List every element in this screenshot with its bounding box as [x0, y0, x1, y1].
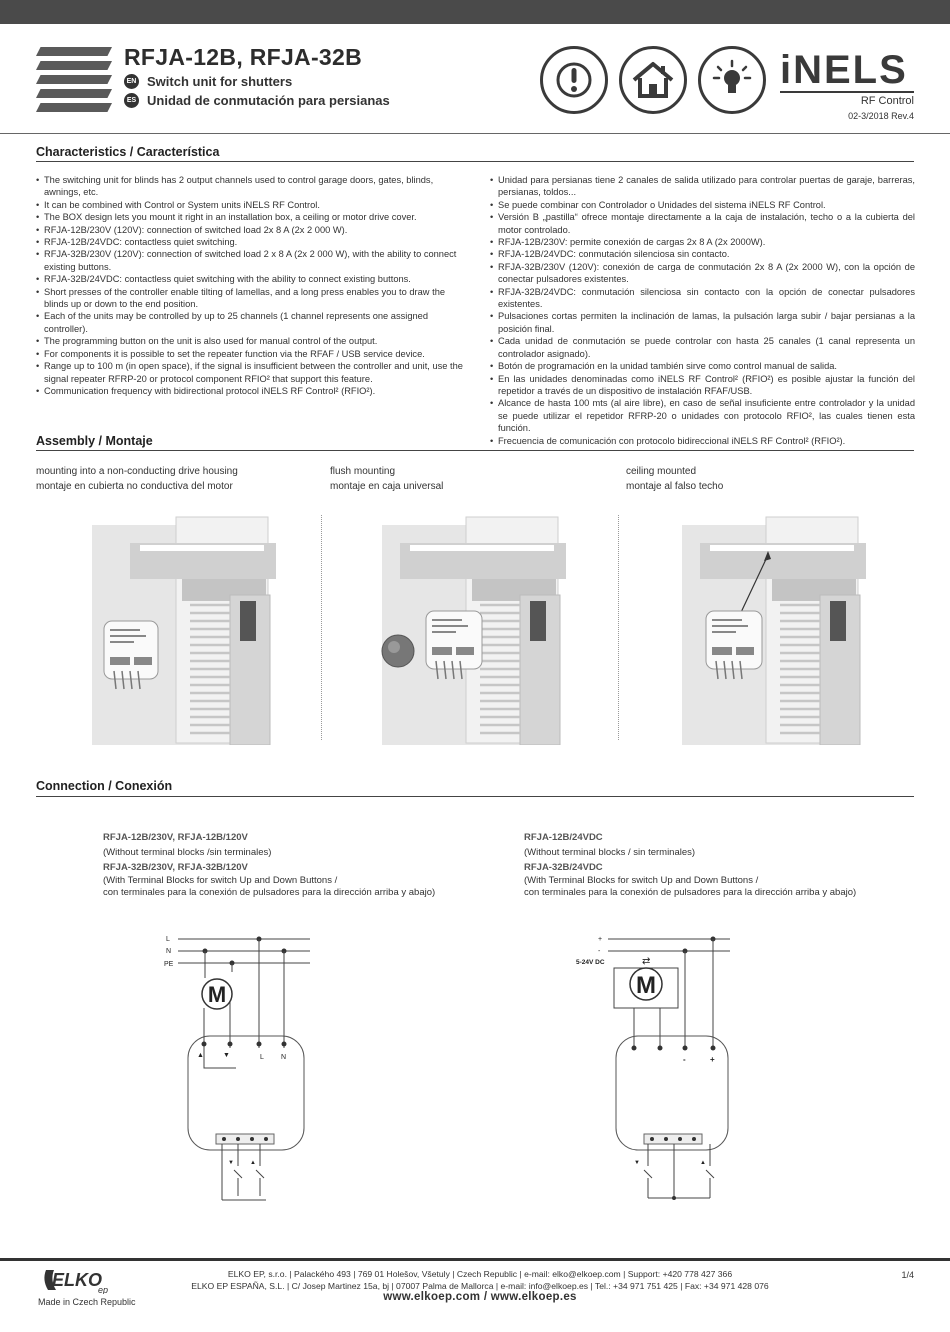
characteristic-item: • The switching unit for blinds has 2 output channels used to control garage doors, gates, blinds, awnings, etc. — [36, 174, 464, 199]
wiring-diagram-24vdc — [570, 928, 740, 1208]
footer-website-link[interactable]: www.elkoep.com / www.elkoep.es — [383, 1291, 577, 1303]
dotted-divider — [321, 515, 322, 740]
characteristic-item: • Pulsaciones cortas permiten la inclinación de lamas, la pulsación larga subir / bajar persianas a la posición final. — [490, 310, 915, 335]
illustration-flush-mounting — [380, 515, 570, 745]
motor-symbol: M — [207, 982, 227, 1007]
wire-label: - — [598, 948, 601, 955]
section-rule — [36, 796, 914, 797]
mount-label-es: montaje al falso techo — [626, 481, 724, 492]
mount-label-es: montaje en cubierta no conductiva del motor — [36, 481, 233, 492]
header-divider — [0, 133, 950, 134]
model-note: (With Terminal Blocks for switch Up and Down Buttons / — [103, 874, 338, 886]
mount-label-en: ceiling mounted — [626, 466, 697, 477]
characteristic-item: • Botón de programación en la unidad también sirve como control manual de salida. — [490, 360, 915, 372]
terminal-label: + — [710, 1055, 715, 1064]
characteristic-item: • Unidad para persianas tiene 2 canales de salida utilizado para controlar puertas de garaje, barreras, persianas, toldos... — [490, 174, 915, 199]
model-label: RFJA-32B/24VDC — [524, 862, 603, 874]
characteristic-item: • Each of the units may be controlled by up to 25 channels (1 channel represents one assigned controller). — [36, 310, 464, 335]
wire-label: L — [166, 936, 170, 943]
subtitle-en-row — [124, 74, 292, 89]
characteristic-item: • Alcance de hasta 100 mts (al aire libre), en caso de señal insuficiente entre controlador y la unidad se puede utilizar el repetidor RFRP-20 o unidades con protocolo RFIO², las cuales tienen esta función. — [490, 397, 915, 434]
characteristic-item: • It can be combined with Control or System units iNELS RF Control. — [36, 199, 464, 211]
connection-right-description — [524, 832, 919, 899]
connection-heading: Connection / Conexión — [36, 779, 173, 793]
direction-arrows-icon: ⇄ — [642, 956, 651, 967]
characteristics-heading: Characteristics / Característica — [36, 145, 220, 159]
terminal-label: N — [281, 1054, 287, 1061]
model-note: (With Terminal Blocks for switch Up and Down Buttons / — [524, 874, 759, 886]
terminal-label: ▲ — [197, 1052, 204, 1059]
characteristic-item: • Versión B „pastilla“ ofrece montaje directamente a la caja de instalación, techo o a la cubierta del motor controlado. — [490, 211, 915, 236]
characteristic-item: • Frecuencia de comunicación con protocolo bidireccional iNELS RF Control² (RFIO²). — [490, 435, 915, 447]
svg-text:ep: ep — [98, 1285, 109, 1294]
model-note: (Without terminal blocks /sin terminales) — [103, 847, 272, 859]
supply-label: 5-24V DC — [576, 959, 605, 966]
illustration-drive-housing — [90, 515, 280, 745]
brand-subtitle: RF Control — [780, 91, 914, 107]
wire-label: + — [598, 936, 603, 943]
lang-badge-en: EN — [124, 74, 139, 89]
house-icon — [619, 46, 687, 114]
footer-address-es: ELKO EP ESPAÑA, S.L. | C/ Josep Martinez 15a, bj | 07007 Palma de Mallorca | e-mail: info@elkoep.es | Tel.: +34 971 751 425 | Fax: +34 971 428 076 — [191, 1281, 769, 1291]
characteristic-item: • RFJA-32B/24VDC: conmutación silenciosa sin contacto con la opción de conectar pulsadores existentes. — [490, 286, 915, 311]
characteristic-item: • Short presses of the controller enable tilting of lamellas, and a long press enables you to draw the blinds up or down to the end position. — [36, 286, 464, 311]
mount-option-ceiling — [626, 464, 723, 494]
mount-label-en: mounting into a non-conducting drive housing — [36, 466, 238, 477]
mount-option-drive-housing — [36, 464, 238, 494]
exclamation-icon — [540, 46, 608, 114]
model-note: (Without terminal blocks / sin terminales) — [524, 847, 696, 859]
characteristic-item: • RFJA-32B/230V (120V): connection of switched load 2 x 8 A (2x 2 000 W), with the ability to connect existing buttons. — [36, 248, 464, 273]
svg-text:▲: ▲ — [250, 1160, 256, 1166]
characteristics-list-es — [490, 174, 915, 447]
characteristic-item: • RFJA-12B/230V: permite conexión de cargas 2x 8 A (2x 2000W). — [490, 236, 915, 248]
characteristic-item: • The BOX design lets you mount it right in an installation box, a ceiling or motor drive cover. — [36, 211, 464, 223]
revision-label: 02-3/2018 Rev.4 — [848, 111, 914, 121]
dotted-divider — [618, 515, 619, 740]
svg-text:ELKO: ELKO — [52, 1270, 103, 1290]
shutter-logo-icon — [36, 47, 112, 115]
lightbulb-icon — [698, 46, 766, 114]
lang-badge-es: ES — [124, 93, 139, 108]
page-number: 1/4 — [901, 1270, 914, 1280]
characteristic-item: • En las unidades denominadas como iNELS RF Control² (RFIO²) es posible ajustar la función del repetidor a través de un dispositivo de instalación RFAF/USB. — [490, 373, 915, 398]
characteristic-item: • For components it is possible to set the repeater function via the RFAF / USB service device. — [36, 348, 464, 360]
section-rule — [36, 450, 914, 451]
connection-left-description — [103, 832, 463, 899]
subtitle-en: Switch unit for shutters — [147, 74, 293, 89]
model-label: RFJA-32B/230V, RFJA-32B/120V — [103, 862, 248, 874]
characteristic-item: • The programming button on the unit is also used for manual control of the output. — [36, 335, 464, 347]
section-rule — [36, 161, 914, 162]
subtitle-es: Unidad de conmutación para persianas — [147, 93, 390, 108]
terminal-label: - — [683, 1055, 686, 1064]
terminal-label: L — [260, 1054, 264, 1061]
characteristic-item: • RFJA-32B/230V (120V): conexión de carga de conmutación 2x 8 A (2x 2000 W), con la opción de conectar pulsadores existentes. — [490, 261, 915, 286]
model-label: RFJA-12B/24VDC — [524, 832, 603, 843]
model-note: con terminales para la conexión de pulsadores para la dirección arriba y abajo) — [103, 886, 436, 898]
wire-label: N — [166, 948, 172, 955]
footer-bar — [0, 1258, 950, 1261]
mount-label-en: flush mounting — [330, 466, 396, 477]
illustration-ceiling-mounted — [680, 515, 870, 745]
svg-text:▼: ▼ — [228, 1160, 234, 1166]
characteristic-item: • Communication frequency with bidirectional protocol iNELS RF Control² (RFIO²). — [36, 385, 464, 397]
subtitle-es-row — [124, 93, 390, 108]
elko-logo — [40, 1266, 126, 1294]
page-title: RFJA-12B, RFJA-32B — [124, 44, 363, 70]
motor-symbol: M — [636, 972, 656, 999]
wiring-diagram-230v — [160, 928, 320, 1208]
mount-label-es: montaje en caja universal — [330, 481, 444, 492]
characteristic-item: • Range up to 100 m (in open space), if the signal is insufficient between the controller and unit, use the signal repeater RFRP-20 or protocol component RFIO² that support this feature. — [36, 360, 464, 385]
characteristic-item: • RFJA-12B/230V (120V): connection of switched load 2x 8 A (2x 2 000 W). — [36, 224, 464, 236]
terminal-label: ▼ — [223, 1052, 230, 1059]
model-note: con terminales para la conexión de pulsadores para la dirección arriba y abajo) — [524, 886, 857, 898]
characteristics-list-en — [36, 174, 464, 397]
inels-brand-logo: iNELS — [780, 48, 908, 92]
assembly-heading: Assembly / Montaje — [36, 434, 153, 448]
characteristic-item: • Se puede combinar con Controlador o Unidades del sistema iNELS RF Control. — [490, 199, 915, 211]
footer-address-cz: ELKO EP, s.r.o. | Palackého 493 | 769 01 Holešov, Všetuly | Czech Republic | e-mail: elko@elkoep.com | Support: +420 778 427 366 — [227, 1269, 733, 1279]
top-bar — [0, 0, 950, 24]
svg-text:▼: ▼ — [634, 1160, 640, 1166]
characteristic-item: • RFJA-12B/24VDC: contactless quiet switching. — [36, 236, 464, 248]
model-label: RFJA-12B/230V, RFJA-12B/120V — [103, 832, 248, 843]
svg-text:▲: ▲ — [700, 1160, 706, 1166]
characteristic-item: • Cada unidad de conmutación se puede controlar con hasta 25 canales (1 canal representa un controlador asignado). — [490, 335, 915, 360]
wire-label: PE — [164, 961, 174, 968]
characteristic-item: • RFJA-12B/24VDC: conmutación silenciosa sin contacto. — [490, 248, 915, 260]
made-in-label: Made in Czech Republic — [38, 1297, 136, 1307]
characteristic-item: • RFJA-32B/24VDC: contactless quiet switching with the ability to connect existing buttons. — [36, 273, 464, 285]
mount-option-flush — [330, 464, 443, 494]
